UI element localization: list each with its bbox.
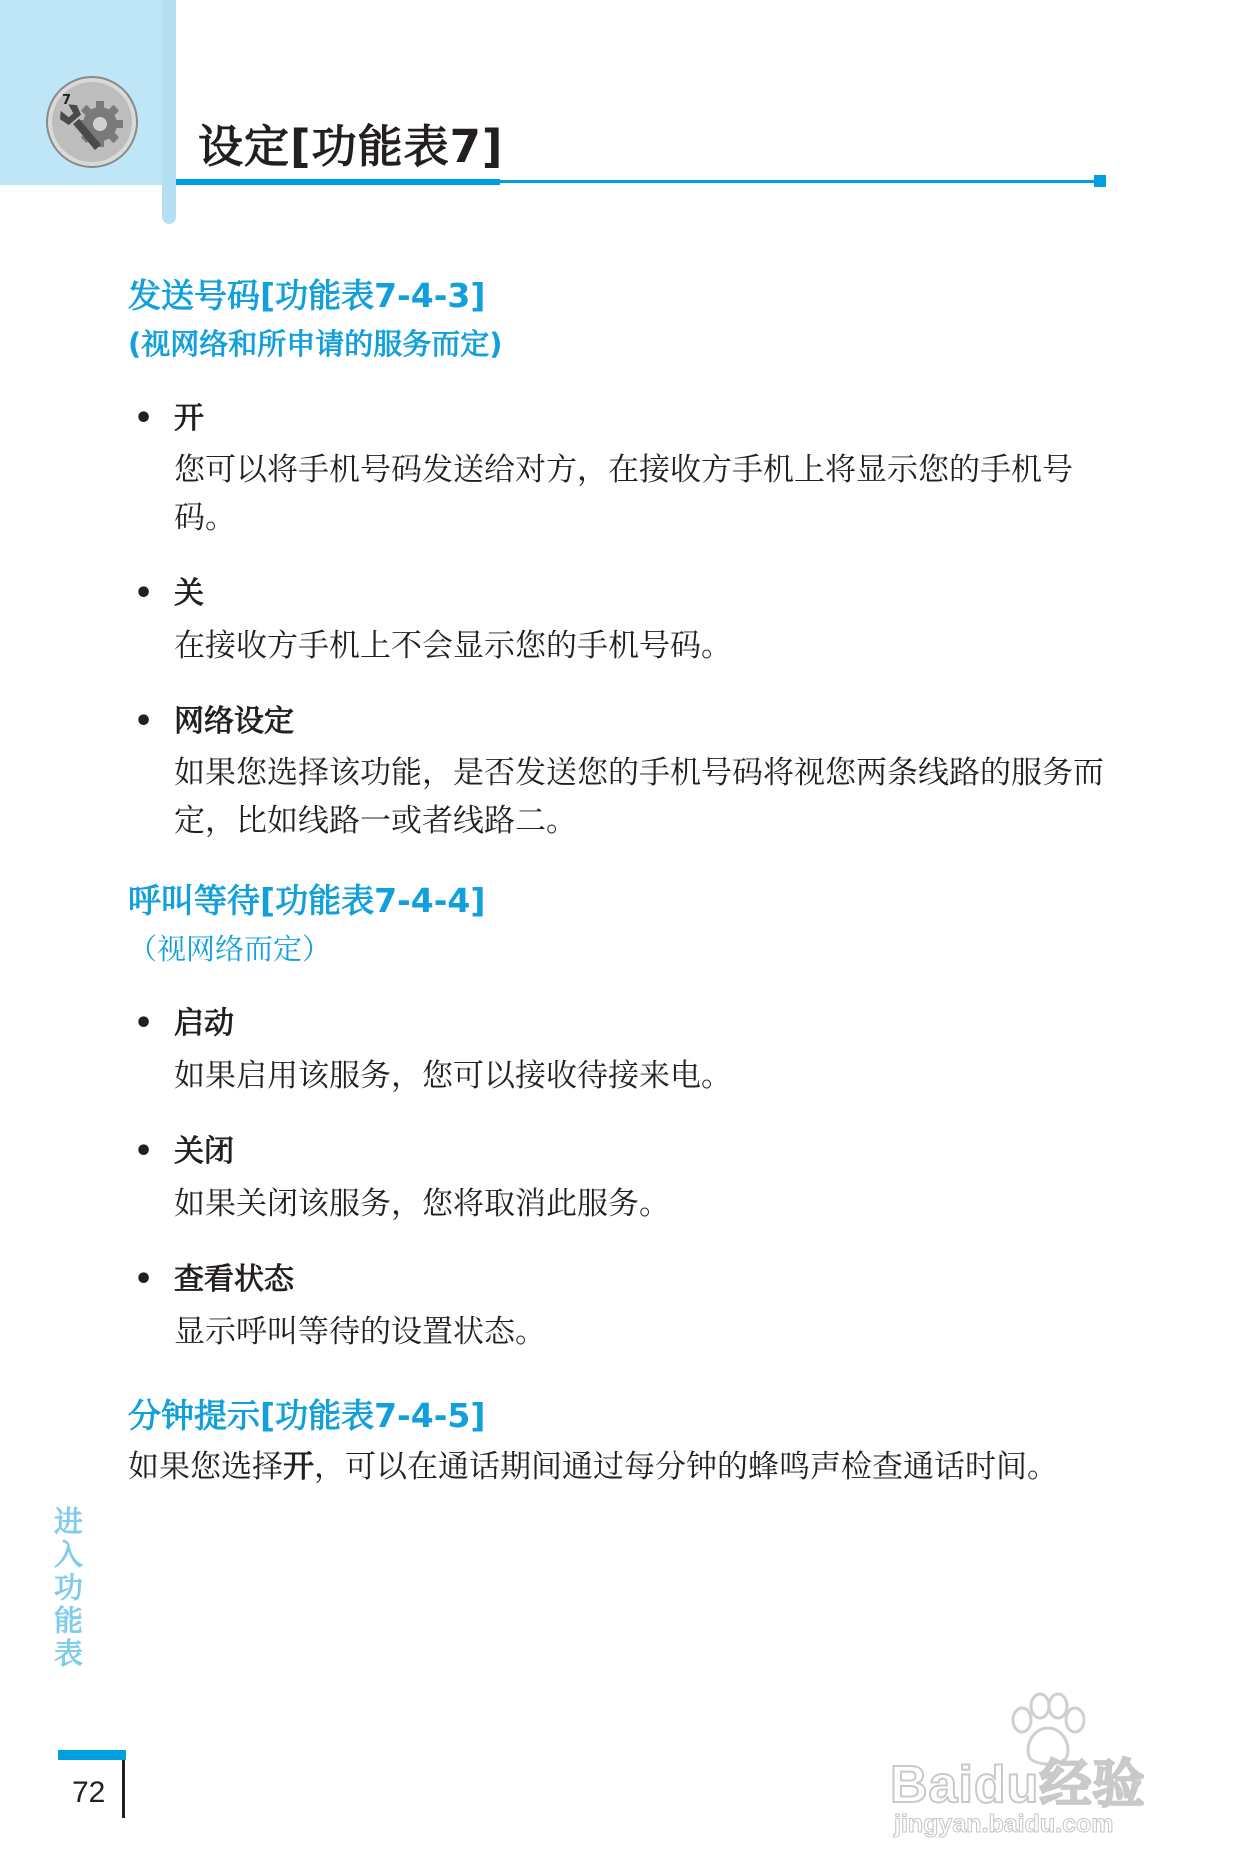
bullet-label: 关 [174,576,204,611]
bullet-item-view-status [134,1254,294,1298]
bullet-item-off [134,568,204,612]
bullet-label: 启动 [174,1006,234,1041]
section-subtitle-call-waiting: （视网络而定） [128,932,332,966]
bullet-label: 开 [174,401,204,436]
section-title-minute-minder: 分钟提示[功能表7-4-5] [128,1396,486,1435]
header-rule-thin [500,180,1094,183]
bullet-item-activate [134,998,234,1042]
watermark-logo-text: Baidu经验 [890,1756,1146,1814]
page-number-rule [122,1760,125,1818]
bullet-description: 如果您选择该功能，是否发送您的手机号码将视您两条线路的服务而定，比如线路一或者线路二。 [174,755,1104,839]
body-text: 如果您选择 [128,1449,283,1485]
body-bold-option: 开 [283,1449,314,1485]
bullet-item-on [134,393,204,437]
bullet-dot: • [134,1134,154,1169]
bullet-label: 网络设定 [174,704,294,739]
bullet-item-deactivate [134,1126,234,1170]
bullet-item-network-setting [134,696,294,740]
bullet-dot: • [134,1262,154,1297]
section-subtitle-send-number: (视网络和所申请的服务而定) [128,327,503,361]
bullet-label: 查看状态 [174,1262,294,1297]
body-text: ，可以在通话期间通过每分钟的蜂鸣声检查通话时间。 [314,1449,1058,1485]
page-title: 设定[功能表7] [198,120,504,173]
header-side-bar [162,0,176,224]
section-body-minute-minder [128,1443,1068,1491]
bullet-dot: • [134,704,154,739]
bullet-dot: • [134,1006,154,1041]
bullet-label: 关闭 [174,1134,234,1169]
bullet-dot: • [134,576,154,611]
bullet-description: 显示呼叫等待的设置状态。 [174,1314,546,1350]
bullet-description: 您可以将手机号码发送给对方，在接收方手机上将显示您的手机号码。 [174,452,1073,536]
header-rule-thick [176,179,500,185]
settings-gear-wrench-icon [44,74,140,170]
section-title-send-number: 发送号码[功能表7-4-3] [128,276,486,315]
side-tab-bar [58,1750,126,1760]
section-title-call-waiting: 呼叫等待[功能表7-4-4] [128,881,486,920]
page-number: 72 [72,1776,106,1809]
baidu-watermark [890,1690,1190,1840]
bullet-description: 如果启用该服务，您可以接收待接来电。 [174,1058,732,1094]
header-icon-digit: 7 [62,93,72,108]
bullet-dot: • [134,401,154,436]
header-rule-end-square [1094,175,1106,187]
watermark-url: jingyan.baidu.com [894,1810,1114,1838]
bullet-description: 在接收方手机上不会显示您的手机号码。 [174,628,732,664]
side-tab-label: 进入功能表 [50,1506,84,1671]
bullet-description: 如果关闭该服务，您将取消此服务。 [174,1186,670,1222]
